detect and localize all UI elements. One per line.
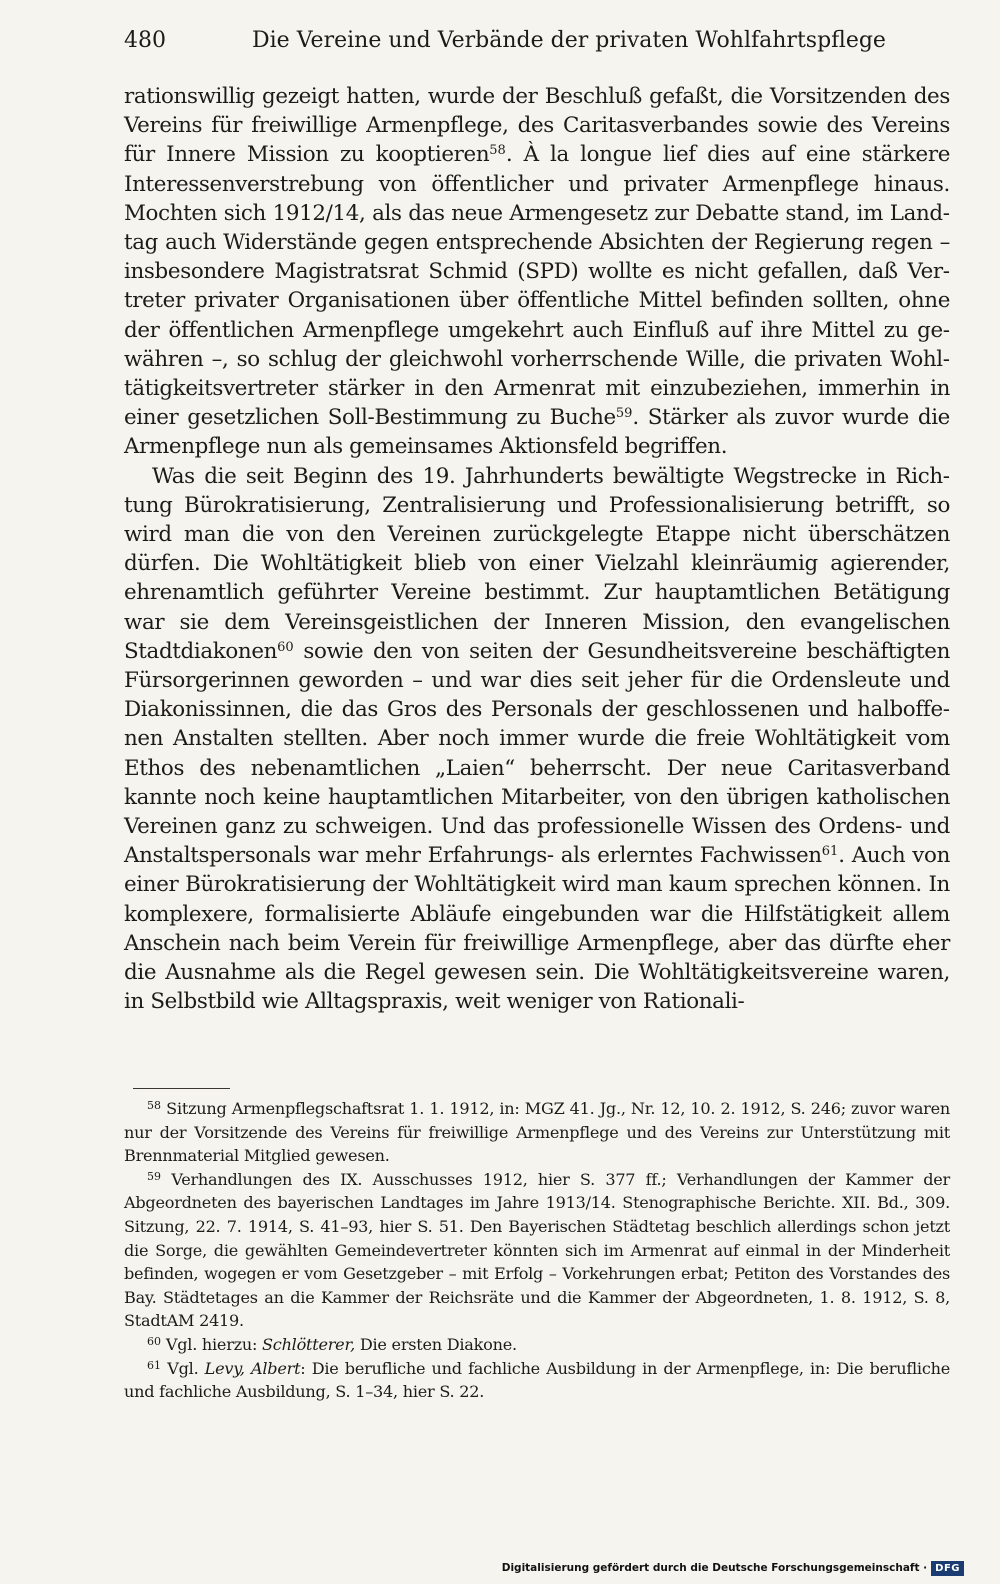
running-header [124, 24, 949, 58]
text-segment: rationswillig gezeigt hatten, wurde der Beschluß gefaßt, die Vorsitzenden des Vereins für freiwillige Armenpflege, des Caritasverbandes sowie des Vereins für Innere Mission zu kooptieren [124, 84, 950, 168]
footnote-text: Verhandlungen des IX. Ausschusses 1912, hier S. 377 ff.; Verhandlungen der Kammer der Abgeordneten des bayerischen Landtages im Jahre 1913/14. Stenographische Berichte. XII. Bd., 309. Sitzung, 22. 7. 1914, S. 41–93, hier S. 51. Den Bayerischen Städtetag beschlich allerdings schon jetzt die Sorge, die gewählten Gemeindevertreter könnten sich im Armenrat auf einmal in der Minderheit befinden, wogegen er vom Gesetzgeber – mit Erfolg – Vorkehrungen erbat; Petiton des Vorstandes des Bay. Städtetages an die Kammer der Reichsräte und die Kammer der Abgeordneten, 1. 8. 1912, S. 8, StadtAM 2419. [124, 1169, 950, 1331]
text-segment: sowie den von seiten der Gesundheitsvereine beschäftigten Fürsorgerinnen geworden – und war dies seit jeher für die Ordensleute und Diakonissinnen, die das Gros des Personals der geschlossenen und halboffenen Anstalten stellten. Aber noch immer wurde die freie Wohltätigkeit vom Ethos des nebenamtlichen „Laien“ beherrscht. Der neue Caritasverband kannte noch keine hauptamtlichen Mitarbeiter, von den übrigen katholischen Vereinen ganz zu schweigen. Und das professionelle Wissen des Ordens- und Anstaltspersonals war mehr Erfahrungs- als erlerntes Fachwissen [124, 638, 950, 869]
text-segment: Was die seit Beginn des 19. Jahrhunderts bewältigte Wegstrecke in Richtung Bürokratisierung, Zentralisierung und Professionalisierung betrifft, so wird man die von den Vereinen zurückgelegte Etappe nicht überschätzen dürfen. Die Wohltätigkeit blieb von einer Vielzahl kleinräumig agierender, ehrenamtlich geführter Vereine bestimmt. Zur hauptamtlichen Betätigung war sie dem Vereinsgeistlichen der Inneren Mission, den evangelischen Stadtdiakonen [124, 463, 950, 664]
footnote-author: Schlötterer, [262, 1334, 355, 1354]
footnote-divider [133, 1088, 230, 1089]
footnote-number: 59 [147, 1169, 161, 1183]
footnote-58 [124, 1097, 950, 1168]
text-segment: . À la longue lief dies auf eine stärkere Interessenverstrebung von öffentlicher und privater Armenpflege hinaus. Mochten sich 1912/14, als das neue Armengesetz zur Debatte stand, im Landtag auch Widerstände gegen entsprechende Absichten der Regierung regen – insbesondere Magistratsrat Schmid (SPD) wollte es nicht gefallen, daß Vertreter privater Organisationen über öffentliche Mittel befinden sollten, ohne der öffentlichen Armenpflege umgekehrt auch Einfluß auf ihre Mittel zu gewähren –, so schlug der gleichwohl vorherrschende Wille, die privaten Wohltätigkeitsvertreter stärker in den Armenrat mit einzubeziehen, immerhin in einer gesetzlichen Soll-Bestimmung zu Buche [124, 142, 950, 431]
page-number: 480 [124, 28, 166, 53]
footnote-text: Die ersten Diakone. [355, 1334, 517, 1354]
credit-text: Digitalisierung gefördert durch die Deutsche Forschungsgemeinschaft · [501, 1562, 928, 1574]
footnotes [124, 1097, 950, 1404]
main-text [124, 82, 950, 1017]
dfg-logo-icon: DFG [931, 1561, 964, 1576]
footnote-number: 58 [147, 1099, 161, 1112]
footnote-text: Vgl. hierzu: [161, 1334, 263, 1354]
footnote-ref-60[interactable]: 60 [277, 639, 294, 655]
footnote-author: Levy, Albert [204, 1358, 301, 1378]
footnote-59 [124, 1168, 950, 1333]
footnote-number: 61 [147, 1358, 161, 1372]
paragraph-1 [124, 82, 950, 462]
running-title: Die Vereine und Verbände der privaten Wohlfahrtspflege [252, 28, 886, 53]
footnote-ref-58[interactable]: 58 [489, 143, 506, 159]
footnote-number: 60 [147, 1334, 161, 1348]
footnote-ref-61[interactable]: 61 [821, 844, 839, 860]
footnote-61 [124, 1357, 950, 1404]
footnote-text: : Die berufliche und fachliche Ausbildung in der Armenpflege, in: Die berufliche und fachliche Ausbildung, S. 1–34, hier S. 22. [124, 1358, 950, 1402]
text-segment: . Stärker als zuvor wurde die Armenpflege nun als gemeinsames Aktionsfeld begriffen. [124, 405, 950, 460]
footnote-text: Vgl. [161, 1358, 205, 1378]
footnote-60 [124, 1333, 950, 1357]
footnote-ref-59[interactable]: 59 [615, 406, 633, 422]
text-segment: . Auch von einer Bürokratisierung der Wohltätigkeit wird man kaum sprechen können. In komplexere, formalisierte Abläufe eingebunden war die Hilfstätigkeit allem Anschein nach beim Verein für freiwillige Armenpflege, aber das dürfte eher die Ausnahme als die Regel gewesen sein. Die Wohltätigkeitsvereine waren, in Selbstbild wie Alltagspraxis, weit weniger von Rationali- [124, 843, 950, 1015]
digitization-credit [502, 1557, 964, 1579]
paragraph-2 [124, 462, 950, 1017]
footnote-text: Sitzung Armenpflegschaftsrat 1. 1. 1912, in: MGZ 41. Jg., Nr. 12, 10. 2. 1912, S. 246; zuvor waren nur der Vorsitzende des Vereins für freiwillige Armenpflege und des Vereins zur Unterstützung mit Brennmaterial Mitglied gewesen. [124, 1099, 950, 1166]
